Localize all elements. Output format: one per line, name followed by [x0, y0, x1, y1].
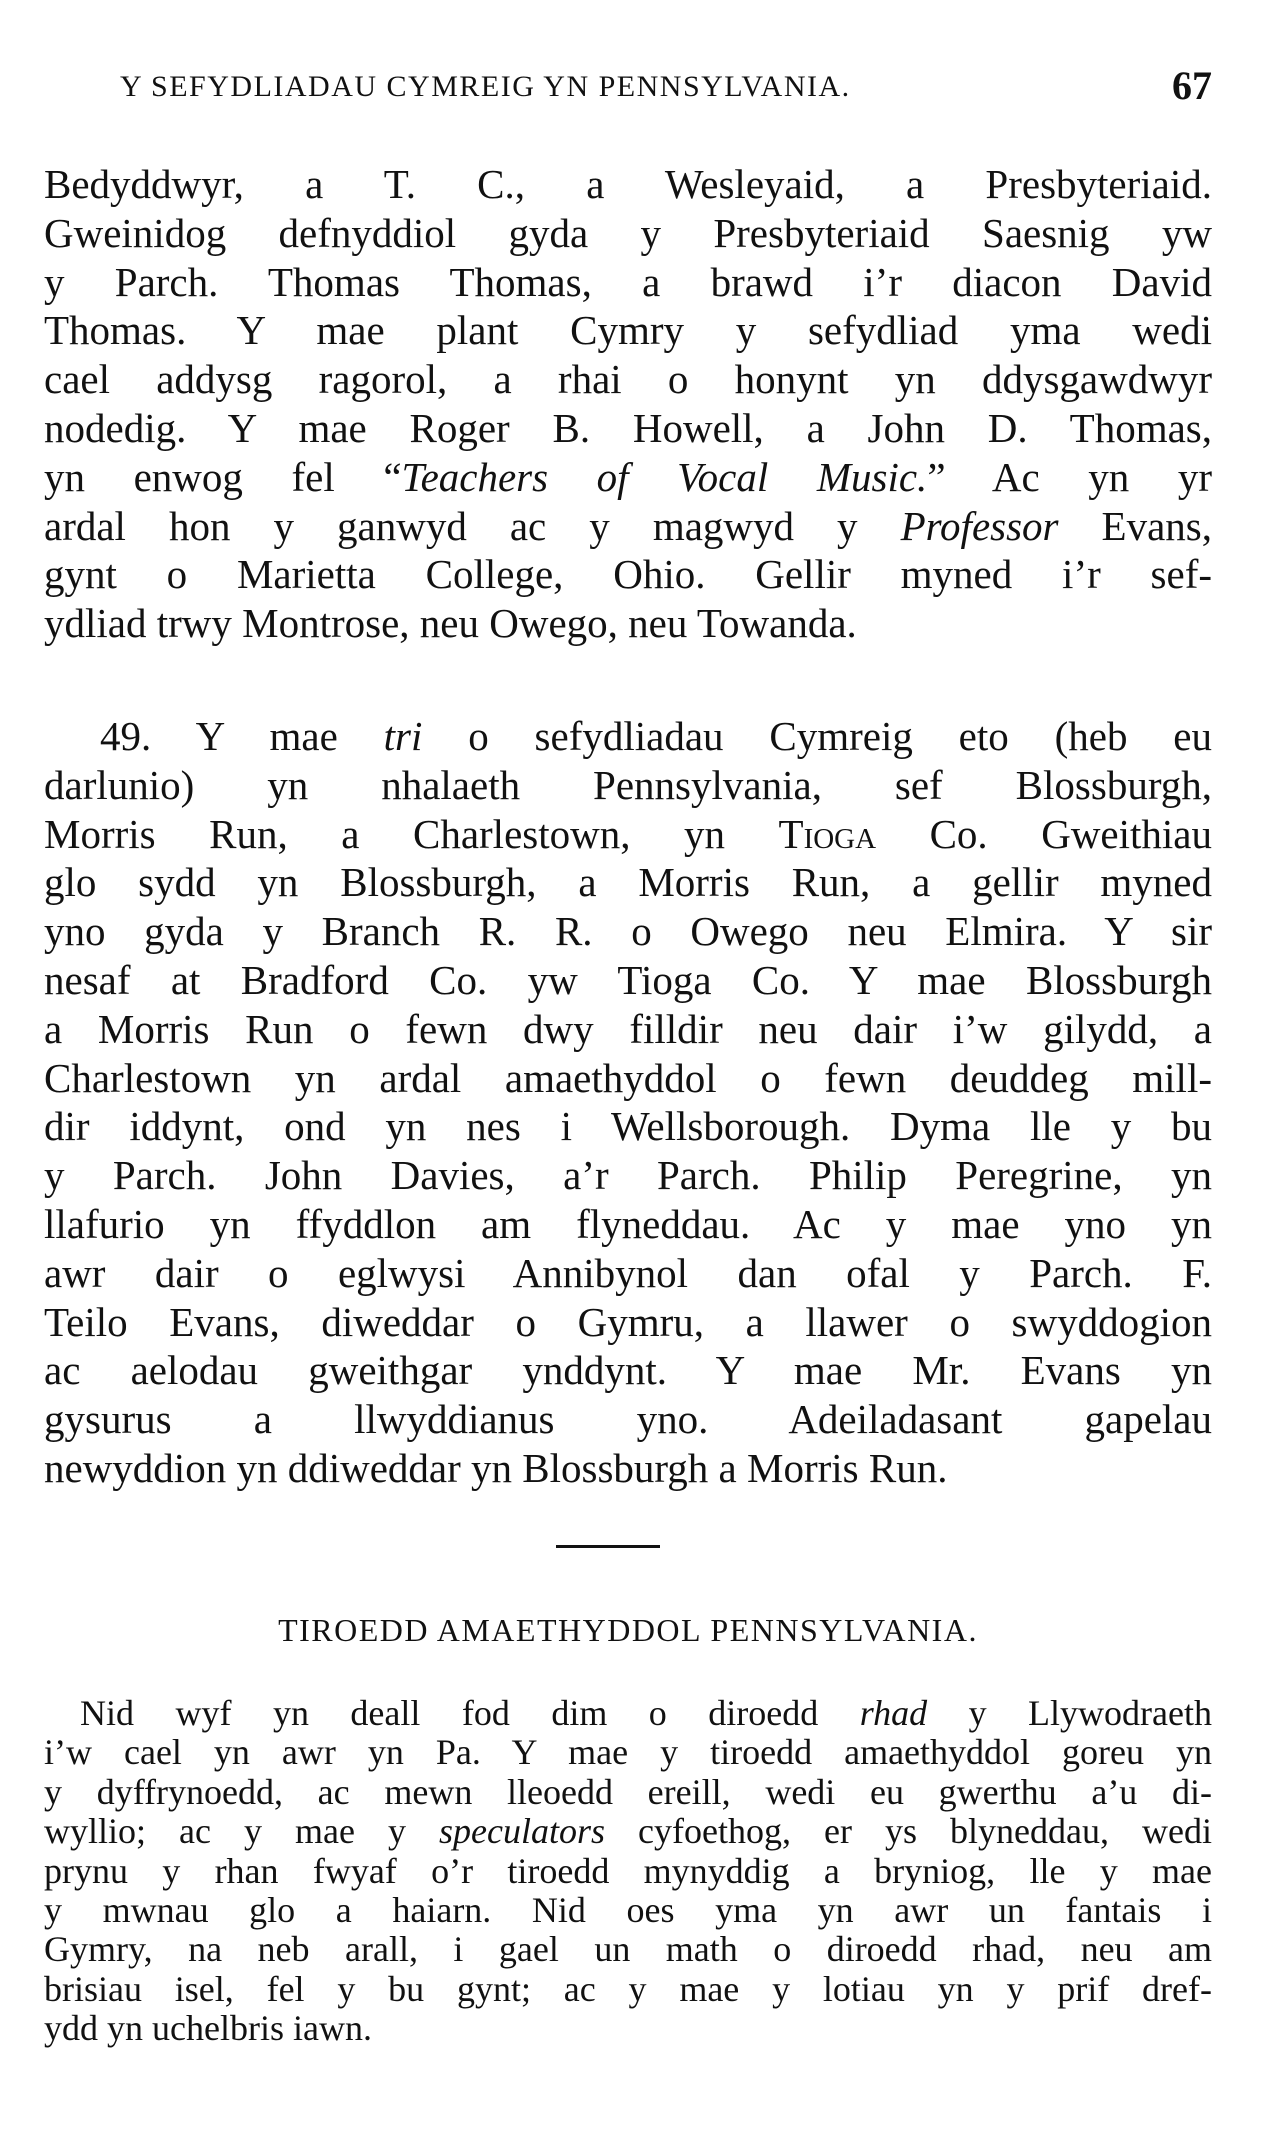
italic-word: Professor	[900, 502, 1059, 549]
text-run: Co. Gweithiau	[876, 810, 1212, 857]
text-run: yn enwog fel “	[44, 453, 402, 500]
section-paragraph	[44, 1694, 1212, 2049]
text-line: ydd yn uchelbris iawn.	[44, 2009, 372, 2049]
text-line: Teilo Evans, diweddar o Gymru, a llawer o swyddogion	[44, 1298, 1212, 1345]
text-line	[44, 502, 1212, 551]
text-line: gysurus a llwyddianus yno. Adeiladasant gapelau	[44, 1396, 1212, 1443]
text-line: Thomas. Y mae plant Cymry y sefydliad yma wedi	[44, 307, 1212, 354]
running-title: Y SEFYDLIADAU CYMREIG YN PENNSYLVANIA.	[120, 70, 851, 103]
text-line: y Parch. Thomas Thomas, a brawd i’r diacon David	[44, 258, 1212, 305]
text-run: wyllio; ac y mae y	[44, 1812, 440, 1852]
running-head	[120, 62, 1212, 122]
text-run: Evans,	[1058, 502, 1212, 549]
paragraph-1	[44, 160, 1212, 648]
section-heading: TIROEDD AMAETHYDDOL PENNSYLVANIA.	[278, 1612, 978, 1648]
text-line	[44, 1694, 1212, 1733]
text-line	[44, 810, 1212, 859]
text-line: darlunio) yn nhalaeth Pennsylvania, sef Blossburgh,	[44, 761, 1212, 808]
text-line: dir iddynt, ond yn nes i Wellsborough. Dyma lle y bu	[44, 1103, 1212, 1150]
text-run: cyfoethog, er ys blyneddau, wedi	[605, 1812, 1212, 1852]
small-caps-word: Tioga	[778, 810, 877, 857]
page-number: 67	[1172, 63, 1212, 108]
text-line: gynt o Marietta College, Ohio. Gellir myned i’r sef-	[44, 551, 1212, 598]
text-run: o sefydliadau Cymreig eto (heb eu	[422, 713, 1212, 759]
text-line: ac aelodau gweithgar ynddynt. Y mae Mr. Evans yn	[44, 1347, 1212, 1394]
text-line: Gweinidog defnyddiol gyda y Presbyteriaid Saesnig yw	[44, 209, 1212, 256]
text-line: awr dair o eglwysi Annibynol dan ofal y Parch. F.	[44, 1249, 1212, 1296]
text-line: llafurio yn ffyddlon am flyneddau. Ac y mae yno yn	[44, 1200, 1212, 1247]
text-line: brisiau isel, fel y bu gynt; ac y mae y lotiau yn y prif dref-	[44, 1969, 1212, 2009]
text-line: newyddion yn ddiweddar yn Blossburgh a Morris Run.	[44, 1444, 948, 1491]
text-line	[44, 712, 1212, 761]
text-line: y dyffrynoedd, ac mewn lleoedd ereill, wedi eu gwerthu a’u di-	[44, 1772, 1212, 1812]
italic-word: rhad	[859, 1694, 928, 1733]
text-run: ardal hon y ganwyd ac y magwyd y	[44, 502, 901, 549]
text-line: cael addysg ragorol, a rhai o honynt yn ddysgawdwyr	[44, 356, 1212, 403]
italic-phrase: Teachers of Vocal Music.	[401, 453, 928, 500]
italic-word: tri	[383, 713, 423, 759]
text-run: Nid wyf yn deall fod dim o diroedd	[80, 1694, 860, 1733]
paragraph-2	[44, 712, 1212, 1493]
text-line: i’w cael yn awr yn Pa. Y mae y tiroedd amaethyddol goreu yn	[44, 1733, 1212, 1773]
text-line: Charlestown yn ardal amaethyddol o fewn deuddeg mill-	[44, 1054, 1212, 1101]
text-line: nesaf at Bradford Co. yw Tioga Co. Y mae Blossburgh	[44, 956, 1212, 1003]
text-line: y mwnau glo a haiarn. Nid oes yma yn awr un fantais i	[44, 1890, 1212, 1930]
text-line: nodedig. Y mae Roger B. Howell, a John D. Thomas,	[44, 404, 1212, 451]
italic-word: speculators	[439, 1812, 606, 1852]
text-run: ” Ac yn yr	[927, 453, 1212, 500]
text-run: y Llywodraeth	[927, 1694, 1212, 1733]
text-line: Bedyddwyr, a T. C., a Wesleyaid, a Presbyteriaid.	[44, 161, 1212, 207]
text-line: glo sydd yn Blossburgh, a Morris Run, a gellir myned	[44, 859, 1212, 906]
text-line	[44, 453, 1212, 502]
text-run: 49. Y mae	[100, 713, 384, 759]
text-line: Gymry, na neb arall, i gael un math o diroedd rhad, neu am	[44, 1930, 1212, 1970]
text-line	[44, 1812, 1212, 1851]
text-run: Morris Run, a Charlestown, yn	[44, 810, 779, 857]
text-line: prynu y rhan fwyaf o’r tiroedd mynyddig a bryniog, lle y mae	[44, 1851, 1212, 1891]
text-line: ydliad trwy Montrose, neu Owego, neu Towanda.	[44, 600, 857, 647]
section-divider	[556, 1545, 660, 1548]
text-line: yno gyda y Branch R. R. o Owego neu Elmira. Y sir	[44, 908, 1212, 955]
text-line: y Parch. John Davies, a’r Parch. Philip Peregrine, yn	[44, 1152, 1212, 1199]
text-line: a Morris Run o fewn dwy filldir neu dair i’w gilydd, a	[44, 1005, 1212, 1052]
